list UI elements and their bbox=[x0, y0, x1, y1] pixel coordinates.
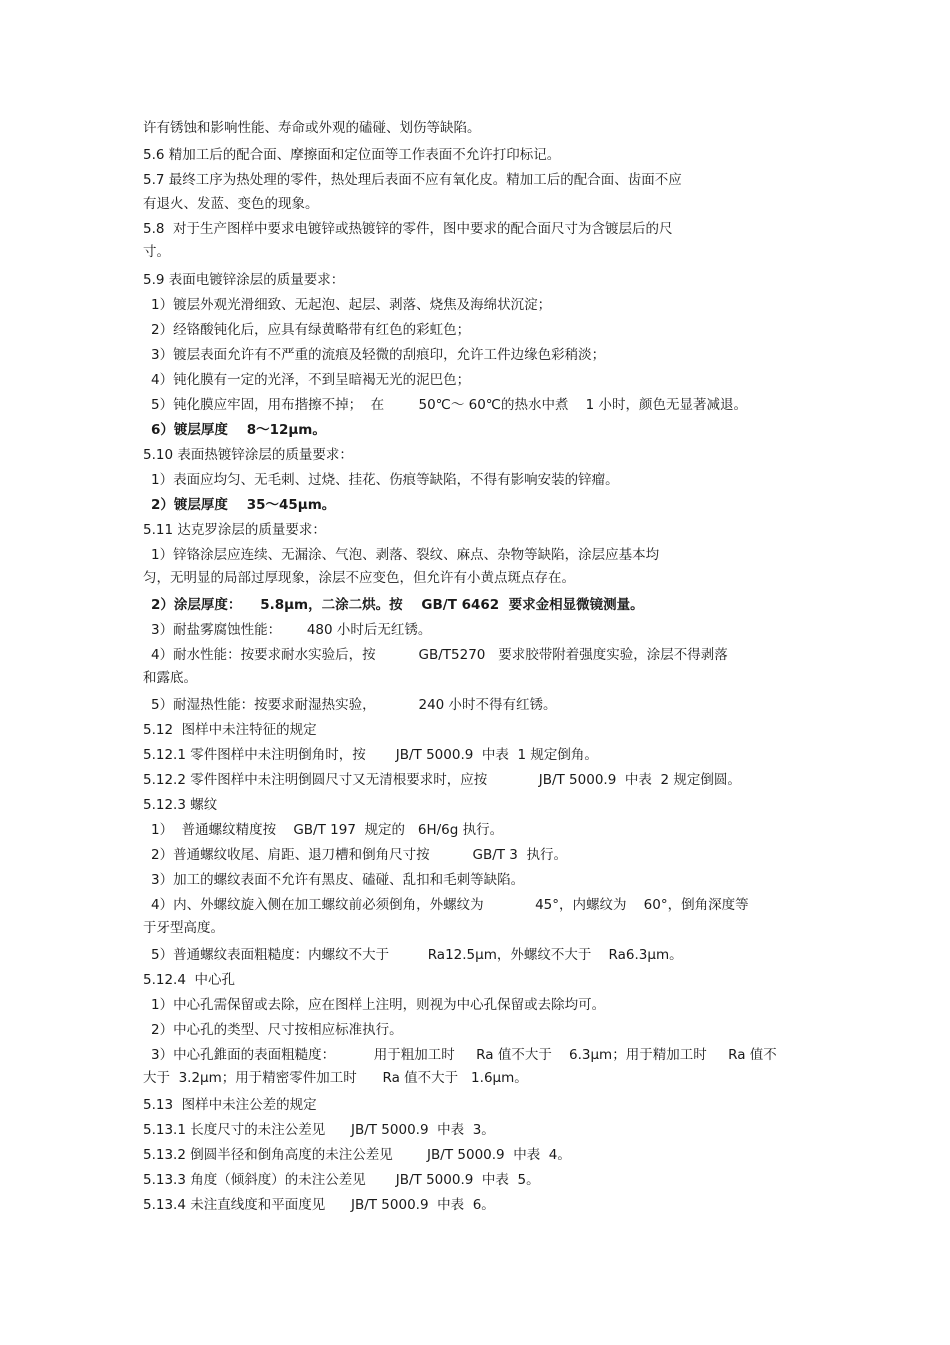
text-line: 许有锈蚀和影响性能、寿命或外观的磕碰、划伤等缺陷。 bbox=[143, 120, 481, 136]
text-line: 和露底。 bbox=[143, 670, 197, 686]
text-line: 1）镀层外观光滑细致、无起泡、起层、剥落、烧焦及海绵状沉淀； bbox=[151, 297, 552, 313]
text-line: 2）经铬酸钝化后，应具有绿黄略带有红色的彩虹色； bbox=[151, 322, 471, 338]
text-line: 5.7 最终工序为热处理的零件，热处理后表面不应有氧化皮。精加工后的配合面、齿面不应 bbox=[143, 172, 682, 188]
text-line: 1）表面应均匀、无毛刺、过烧、挂花、伤痕等缺陷，不得有影响安装的锌瘤。 bbox=[151, 472, 619, 488]
text-line: 1）锌铬涂层应连续、无漏涂、气泡、剥落、裂纹、麻点、杂物等缺陷，涂层应基本均 bbox=[151, 547, 660, 563]
text-line: 5.13.2 倒圆半径和倒角高度的未注公差见 JB/T 5000.9 中表 4。 bbox=[143, 1147, 571, 1163]
text-line: 5.11 达克罗涂层的质量要求： bbox=[143, 522, 326, 538]
text-line: 2）普通螺纹收尾、肩距、退刀槽和倒角尺寸按 GB/T 3 执行。 bbox=[151, 847, 567, 863]
text-line: 5.12 图样中未注特征的规定 bbox=[143, 722, 317, 738]
text-line: 2）中心孔的类型、尺寸按相应标准执行。 bbox=[151, 1022, 403, 1038]
text-line: 5.13.1 长度尺寸的未注公差见 JB/T 5000.9 中表 3。 bbox=[143, 1122, 495, 1138]
text-line: 5.13.4 未注直线度和平面度见 JB/T 5000.9 中表 6。 bbox=[143, 1197, 495, 1213]
text-line: 5）钝化膜应牢固，用布揩擦不掉； 在 50℃～ 60℃的热水中煮 1 小时，颜色无显著减退。 bbox=[151, 397, 748, 413]
text-line: 1） 普通螺纹精度按 GB/T 197 规定的 6H/6g 执行。 bbox=[151, 822, 504, 838]
text-line: 匀，无明显的局部过厚现象，涂层不应变色，但允许有小黄点斑点存在。 bbox=[143, 570, 575, 586]
text-line: 5.6 精加工后的配合面、摩擦面和定位面等工作表面不允许打印标记。 bbox=[143, 147, 561, 163]
text-line: 有退火、发蓝、变色的现象。 bbox=[143, 196, 319, 212]
text-line: 2）涂层厚度： 5.8μm，二涂二烘。按 GB/T 6462 要求金相显微镜测量。 bbox=[151, 597, 644, 613]
text-line: 4）耐水性能：按要求耐水实验后，按 GB/T5270 要求胶带附着强度实验，涂层不得剥落 bbox=[151, 647, 728, 663]
text-line: 5.12.3 螺纹 bbox=[143, 797, 218, 813]
text-line: 4）钝化膜有一定的光泽，不到呈暗褐无光的泥巴色； bbox=[151, 372, 471, 388]
text-line: 5.8 对于生产图样中要求电镀锌或热镀锌的零件，图中要求的配合面尺寸为含镀层后的尺 bbox=[143, 221, 673, 237]
text-line: 6）镀层厚度 8～12μm。 bbox=[151, 422, 326, 438]
text-line: 5.10 表面热镀锌涂层的质量要求： bbox=[143, 447, 353, 463]
text-line: 4）内、外螺纹旋入侧在加工螺纹前必须倒角，外螺纹为 45°，内螺纹为 60°，倒角深度等 bbox=[151, 897, 749, 913]
text-line: 2）镀层厚度 35～45μm。 bbox=[151, 497, 336, 513]
text-line: 寸。 bbox=[143, 244, 170, 260]
text-line: 5.12.1 零件图样中未注明倒角时，按 JB/T 5000.9 中表 1 规定倒角。 bbox=[143, 747, 598, 763]
text-line: 1）中心孔需保留或去除，应在图样上注明，则视为中心孔保留或去除均可。 bbox=[151, 997, 606, 1013]
text-line: 5.9 表面电镀锌涂层的质量要求： bbox=[143, 272, 345, 288]
text-line: 5.13 图样中未注公差的规定 bbox=[143, 1097, 317, 1113]
text-line: 5）普通螺纹表面粗糙度：内螺纹不大于 Ra12.5μm，外螺纹不大于 Ra6.3μm。 bbox=[151, 947, 683, 963]
text-line: 大于 3.2μm；用于精密零件加工时 Ra 值不大于 1.6μm。 bbox=[143, 1070, 528, 1086]
text-line: 5.13.3 角度（倾斜度）的未注公差见 JB/T 5000.9 中表 5。 bbox=[143, 1172, 540, 1188]
text-line: 3）镀层表面允许有不严重的流痕及轻微的刮痕印，允许工件边缘色彩稍淡； bbox=[151, 347, 606, 363]
text-line: 5）耐湿热性能：按要求耐湿热实验， 240 小时不得有红锈。 bbox=[151, 697, 557, 713]
text-line: 5.12.2 零件图样中未注明倒圆尺寸又无清根要求时，应按 JB/T 5000.9 中表 2 规定倒圆。 bbox=[143, 772, 741, 788]
text-line: 3）中心孔錐面的表面粗糙度： 用于粗加工时 Ra 值不大于 6.3μm；用于精加工时 Ra 值不 bbox=[151, 1047, 777, 1063]
text-line: 5.12.4 中心孔 bbox=[143, 972, 236, 988]
text-line: 于牙型高度。 bbox=[143, 920, 224, 936]
text-line: 3）加工的螺纹表面不允许有黑皮、磕碰、乱扣和毛刺等缺陷。 bbox=[151, 872, 525, 888]
text-line: 3）耐盐雾腐蚀性能： 480 小时后无红锈。 bbox=[151, 622, 432, 638]
